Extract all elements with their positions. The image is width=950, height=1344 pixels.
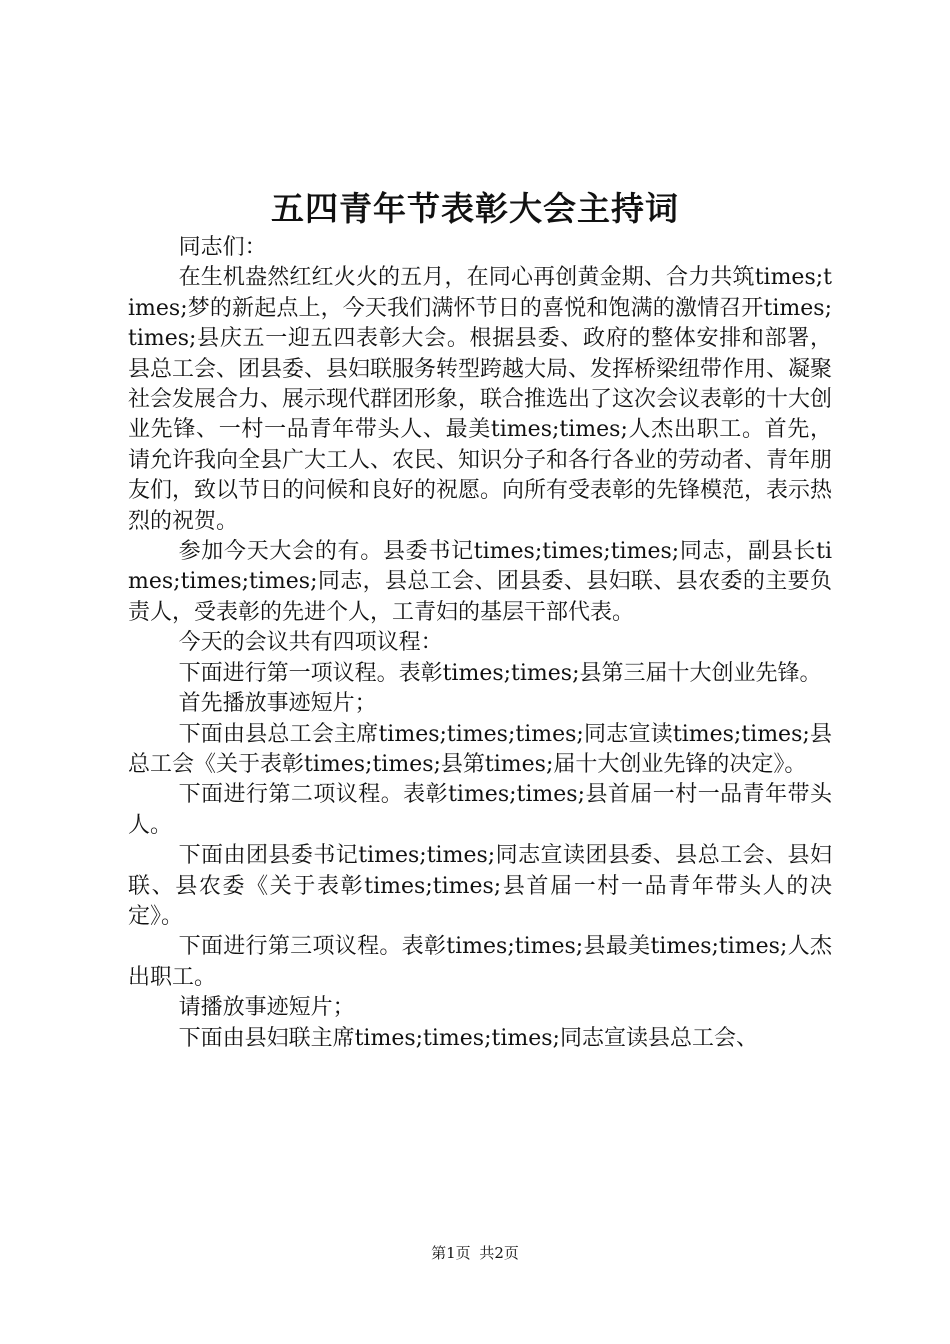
- paragraph-video-1: 首先播放事迹短片；: [178, 691, 377, 717]
- paragraph-agenda-intro: 今天的会议共有四项议程：: [178, 630, 443, 656]
- page-footer: [0, 1242, 950, 1264]
- page-number-current: 第1页: [431, 1244, 471, 1262]
- paragraph-agenda-item-3: 下面进行第三项议程。表彰times;times;县最美times;times;人杰出职工。: [128, 934, 832, 990]
- paragraph-agenda-item-2: 下面进行第二项议程。表彰times;times;县首届一村一品青年带头人。: [128, 782, 832, 838]
- paragraph-opening: 在生机盎然红红火火的五月，在同心再创黄金期、合力共筑times;times;梦的新起点上，今天我们满怀节日的喜悦和饱满的激情召开times;times;县庆五一迎五四表彰大会。根据县委、政府的整体安排和部署，县总工会、团县委、县妇联服务转型跨越大局、发挥桥梁纽带作用、凝聚社会发展合力、展示现代群团形象，联合推选出了这次会议表彰的十大创业先锋、一村一品青年带头人、最美times;times;人杰出职工。首先，请允许我向全县广大工人、农民、知识分子和各行各业的劳动者、青年朋友们，致以节日的问候和良好的祝愿。向所有受表彰的先锋模范，表示热烈的祝贺。: [128, 265, 833, 534]
- paragraph-agenda-item-1: 下面进行第一项议程。表彰times;times;县第三届十大创业先锋。: [178, 660, 822, 686]
- paragraph-attendees: 参加今天大会的有。县委书记times;times;times;同志，副县长times;times;times;同志，县总工会、团县委、县妇联、县农委的主要负责人，受表彰的先进个人，工青妇的基层干部代表。: [128, 539, 832, 625]
- paragraph-greeting: 同志们：: [178, 235, 267, 260]
- paragraph-video-2: 请播放事迹短片；: [178, 995, 355, 1021]
- document-title: 五四青年节表彰大会主持词: [271, 189, 679, 228]
- paragraph-decision-3: 下面由县妇联主席times;times;times;同志宣读县总工会、: [178, 1025, 758, 1051]
- paragraph-decision-1: 下面由县总工会主席times;times;times;同志宣读times;times;县总工会《关于表彰times;times;县第times;届十大创业先锋的决定》。: [128, 721, 832, 777]
- paragraph-decision-2: 下面由团县委书记times;times;同志宣读团县委、县总工会、县妇联、县农委《关于表彰times;times;县首届一村一品青年带头人的决定》。: [128, 843, 832, 929]
- page-number-total: 共2页: [479, 1244, 519, 1262]
- document-body: [128, 233, 832, 1054]
